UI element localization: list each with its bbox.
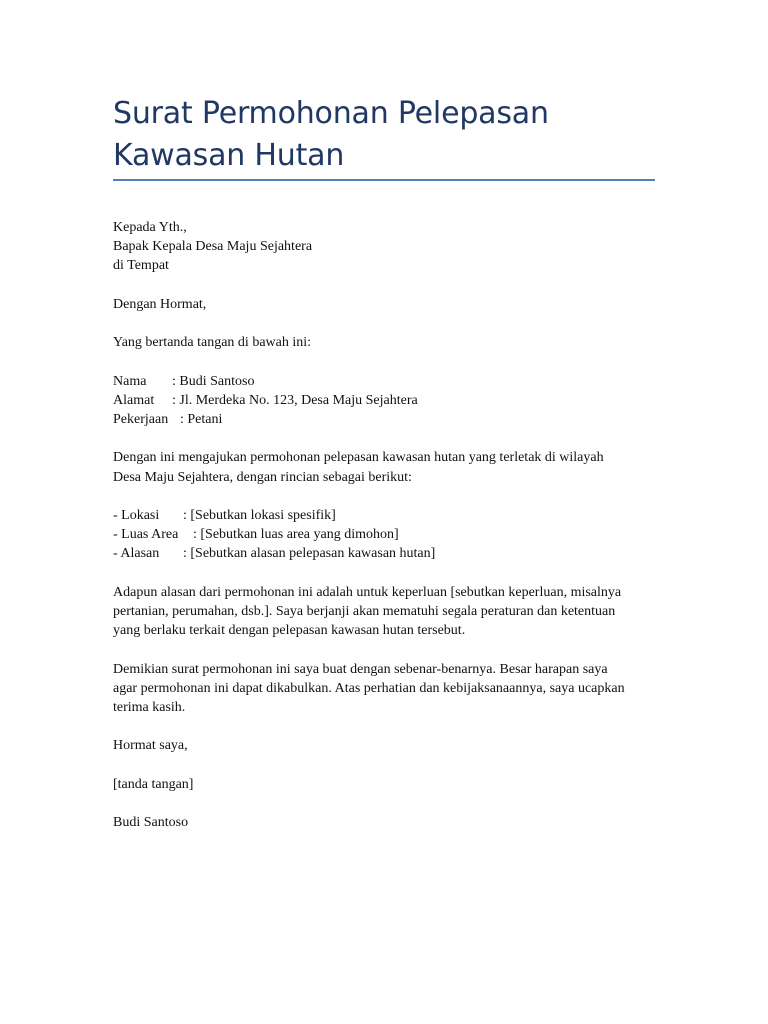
paragraph-gap xyxy=(113,487,673,506)
detail-label: - Lokasi xyxy=(113,507,160,523)
closing-line-1: Demikian surat permohonan ini saya buat dengan sebenar-benarnya. Besar harapan saya xyxy=(113,661,608,677)
paragraph-gap xyxy=(113,640,673,659)
detail-row-alasan xyxy=(113,544,673,563)
identity-row-alamat xyxy=(113,391,673,410)
detail-value: : [Sebutkan lokasi spesifik] xyxy=(183,507,336,523)
identity-row-pekerjaan xyxy=(113,410,673,429)
identity-value: : Budi Santoso xyxy=(172,373,255,389)
paragraph-gap xyxy=(113,564,673,583)
paragraph-gap xyxy=(113,276,673,295)
identity-row-nama xyxy=(113,372,673,391)
recipient-line-1: Kepada Yth., xyxy=(113,220,187,235)
paragraph-gap xyxy=(113,429,673,448)
identity-label: Alamat xyxy=(113,392,155,408)
paragraph-gap xyxy=(113,756,673,775)
signer-name: Budi Santoso xyxy=(113,815,189,831)
detail-row-luas-area xyxy=(113,525,673,544)
letter-body xyxy=(113,218,673,832)
recipient-line-3: di Tempat xyxy=(113,258,169,274)
document-title: Surat Permohonan Pelepasan Kawasan Hutan xyxy=(113,96,549,173)
detail-value: : [Sebutkan alasan pelepasan kawasan hutan] xyxy=(183,546,436,562)
signature-placeholder: [tanda tangan] xyxy=(113,776,194,792)
identity-label: Nama xyxy=(113,373,147,389)
paragraph-gap xyxy=(113,352,673,371)
sign-off: Hormat saya, xyxy=(113,738,188,754)
greeting: Dengan Hormat, xyxy=(113,296,207,312)
paragraph-gap xyxy=(113,314,673,333)
identity-value: : Petani xyxy=(180,411,223,427)
detail-label: - Alasan xyxy=(113,546,160,562)
purpose-line-2: pertanian, perumahan, dsb.]. Saya berjanji akan mematuhi segala peraturan dan ketentuan xyxy=(113,603,616,619)
request-line-1: Dengan ini mengajukan permohonan pelepasan kawasan hutan yang terletak di wilayah xyxy=(113,450,604,466)
detail-label: - Luas Area xyxy=(113,527,179,543)
identity-value: : Jl. Merdeka No. 123, Desa Maju Sejahtera xyxy=(172,392,418,408)
purpose-line-3: yang berlaku terkait dengan pelepasan kawasan hutan tersebut. xyxy=(113,623,466,639)
recipient-line-2: Bapak Kepala Desa Maju Sejahtera xyxy=(113,239,313,255)
intro-line: Yang bertanda tangan di bawah ini: xyxy=(113,335,312,351)
purpose-line-1: Adapun alasan dari permohonan ini adalah untuk keperluan [sebutkan keperluan, misalnya xyxy=(113,584,622,600)
paragraph-gap xyxy=(113,717,673,736)
closing-line-3: terima kasih. xyxy=(113,699,186,715)
closing-line-2: agar permohonan ini dapat dikabulkan. Atas perhatian dan kebijaksanaannya, saya ucapkan xyxy=(113,680,625,696)
detail-row-lokasi xyxy=(113,506,673,525)
identity-label: Pekerjaan xyxy=(113,411,169,427)
title-underline xyxy=(113,179,655,181)
paragraph-gap xyxy=(113,794,673,813)
request-line-2: Desa Maju Sejahtera, dengan rincian sebagai berikut: xyxy=(113,469,412,485)
detail-value: : [Sebutkan luas area yang dimohon] xyxy=(193,527,399,543)
